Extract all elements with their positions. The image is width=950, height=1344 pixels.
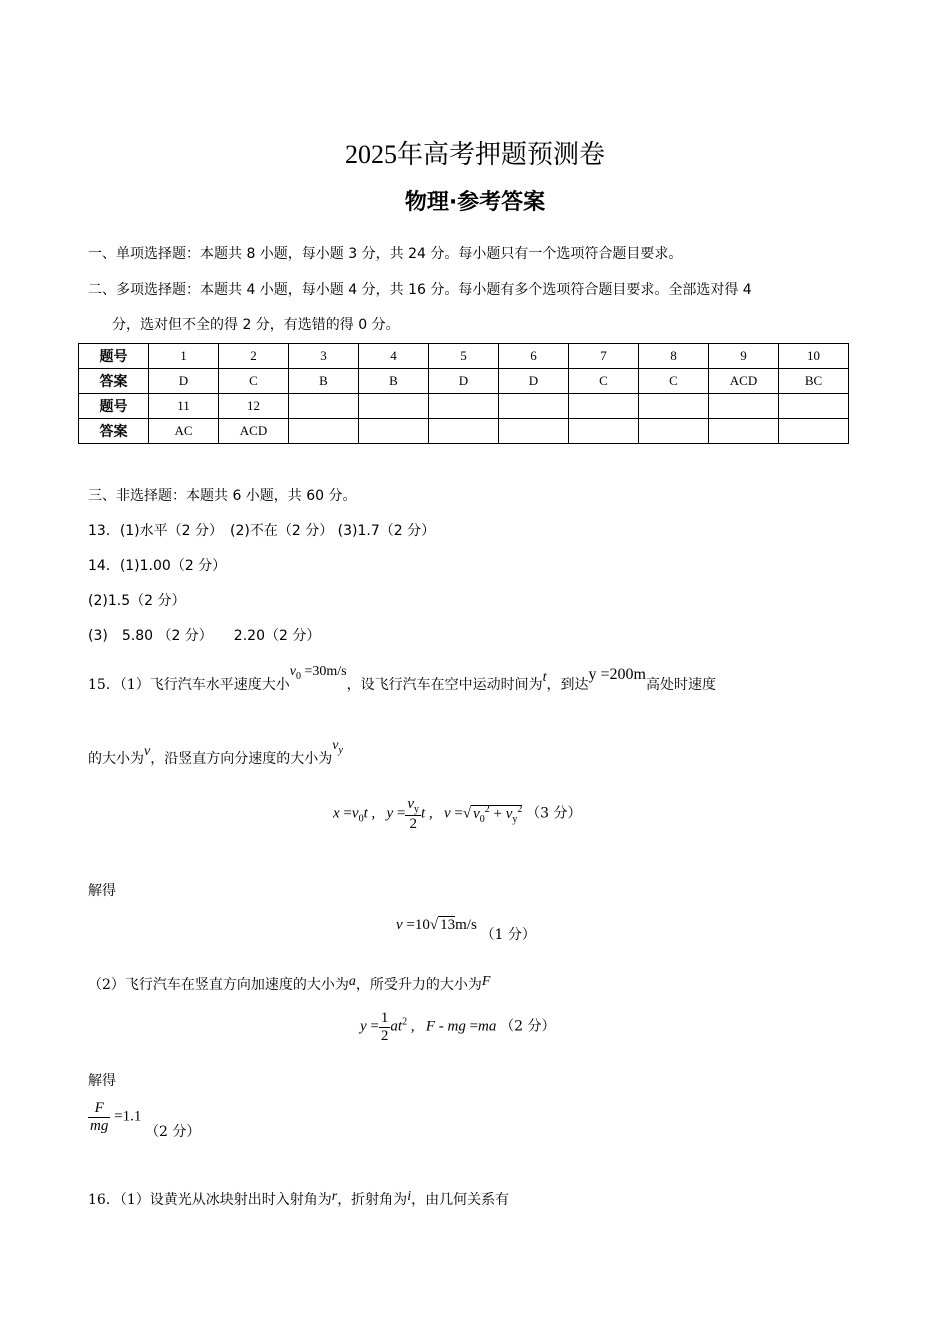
table-row	[79, 419, 849, 444]
table-row	[79, 344, 849, 369]
answer-cell: D	[149, 369, 219, 394]
question-number: 11	[149, 394, 219, 419]
q15-equations-2: y = $\frac{1}{2}$ $at^2$ , F - mg =ma （2 分）	[360, 1010, 556, 1044]
question-number: 10	[779, 344, 849, 369]
q13-answer: 13．(1)水平（2 分） (2)不在（2 分） (3)1.7（2 分）	[88, 523, 436, 539]
q14-answer-3: (3) 5.80 （2 分） 2.20（2 分）	[88, 628, 321, 644]
question-number: 7	[569, 344, 639, 369]
a-variable: a	[348, 974, 356, 989]
t-variable: t	[542, 670, 547, 685]
q15-jiede-2: 解得	[88, 1073, 116, 1089]
question-number: 2	[219, 344, 289, 369]
question-number	[639, 394, 709, 419]
question-number	[569, 394, 639, 419]
v0-formula: $v_0 =30m/s$	[289, 664, 347, 682]
question-number: 9	[709, 344, 779, 369]
q14-answer-1: 14．(1)1.00（2 分）	[88, 558, 227, 574]
question-number: 8	[639, 344, 709, 369]
q15-text: 15．（1）飞行汽车水平速度大小	[88, 677, 290, 693]
answer-cell	[779, 419, 849, 444]
q15-text: 的大小为	[88, 751, 144, 767]
q15-text: ，设飞行汽车在空中运动时间为	[346, 677, 543, 693]
question-number	[359, 394, 429, 419]
q15-text: ，沿竖直方向分速度的大小为	[150, 751, 333, 767]
answer-cell	[289, 419, 359, 444]
question-number: 12	[219, 394, 289, 419]
answer-cell: ACD	[709, 369, 779, 394]
answer-cell	[709, 419, 779, 444]
page-title: 2025年高考押题预测卷	[344, 140, 605, 169]
q15-result-2: $\frac{F}{mg}$ =1.1 （2 分）	[90, 1100, 201, 1141]
answer-cell: B	[359, 369, 429, 394]
question-number	[779, 394, 849, 419]
row-label: 答案	[79, 369, 149, 394]
question-number	[499, 394, 569, 419]
question-number: 3	[289, 344, 359, 369]
question-number	[429, 394, 499, 419]
row-label: 答案	[79, 419, 149, 444]
answer-cell: D	[499, 369, 569, 394]
q15-text: ，到达	[546, 677, 589, 693]
F-variable: F	[481, 974, 491, 989]
q15-equations: $x =v_0t$ , y = $\frac{v_y}{2}$ t , v =√ $v_0^2 + v_y^2$ （3 分）	[333, 796, 582, 832]
answer-cell	[569, 419, 639, 444]
answer-cell: D	[429, 369, 499, 394]
section-2-heading-cont: 分，选对但不全的得 2 分，有选错的得 0 分。	[112, 317, 400, 333]
answer-cell: BC	[779, 369, 849, 394]
q15-jiede-1: 解得	[88, 883, 116, 899]
question-number: 4	[359, 344, 429, 369]
table-row	[79, 394, 849, 419]
row-label: 题号	[79, 344, 149, 369]
answer-cell: C	[639, 369, 709, 394]
q15-line-2	[88, 738, 343, 770]
question-number: 6	[499, 344, 569, 369]
i-variable: i	[407, 1189, 412, 1204]
answer-table	[78, 343, 849, 444]
question-number	[709, 394, 779, 419]
section-2-heading: 二、多项选择题：本题共 4 小题，每小题 4 分，共 16 分。每小题有多个选项符合题目要求。全部选对得 4	[88, 282, 752, 298]
answer-cell: B	[289, 369, 359, 394]
section-1-heading: 一、单项选择题：本题共 8 小题，每小题 3 分，共 24 分。每小题只有一个选项符合题目要求。	[88, 246, 683, 262]
r-variable: r	[331, 1189, 338, 1204]
table-row	[79, 369, 849, 394]
y-formula: y =200m	[588, 666, 646, 683]
row-label: 题号	[79, 394, 149, 419]
q15-result-1: v =10√ 13m/s （1 分）	[396, 917, 536, 943]
q15-text: 高处时速度	[645, 677, 716, 693]
answer-cell: AC	[149, 419, 219, 444]
v-variable: v	[144, 744, 151, 759]
answer-cell	[499, 419, 569, 444]
answer-cell: ACD	[219, 419, 289, 444]
vy-variable: $v_y$	[332, 738, 343, 756]
q15-line-1	[88, 664, 716, 696]
q14-answer-2: (2)1.5（2 分）	[88, 593, 186, 609]
page-subtitle: 物理·参考答案	[404, 190, 546, 215]
question-number	[289, 394, 359, 419]
question-number: 1	[149, 344, 219, 369]
section-3-heading: 三、非选择题：本题共 6 小题，共 60 分。	[88, 488, 357, 504]
answer-cell: C	[219, 369, 289, 394]
answer-cell	[429, 419, 499, 444]
question-number: 5	[429, 344, 499, 369]
q16-line-1: 16．（1）设黄光从冰块射出时入射角为r，折射角为i，由几何关系有	[88, 1189, 510, 1208]
answer-cell	[639, 419, 709, 444]
answer-cell	[359, 419, 429, 444]
q15-part-2: （2）飞行汽车在竖直方向加速度的大小为a，所受升力的大小为F	[88, 974, 491, 993]
answer-cell: C	[569, 369, 639, 394]
